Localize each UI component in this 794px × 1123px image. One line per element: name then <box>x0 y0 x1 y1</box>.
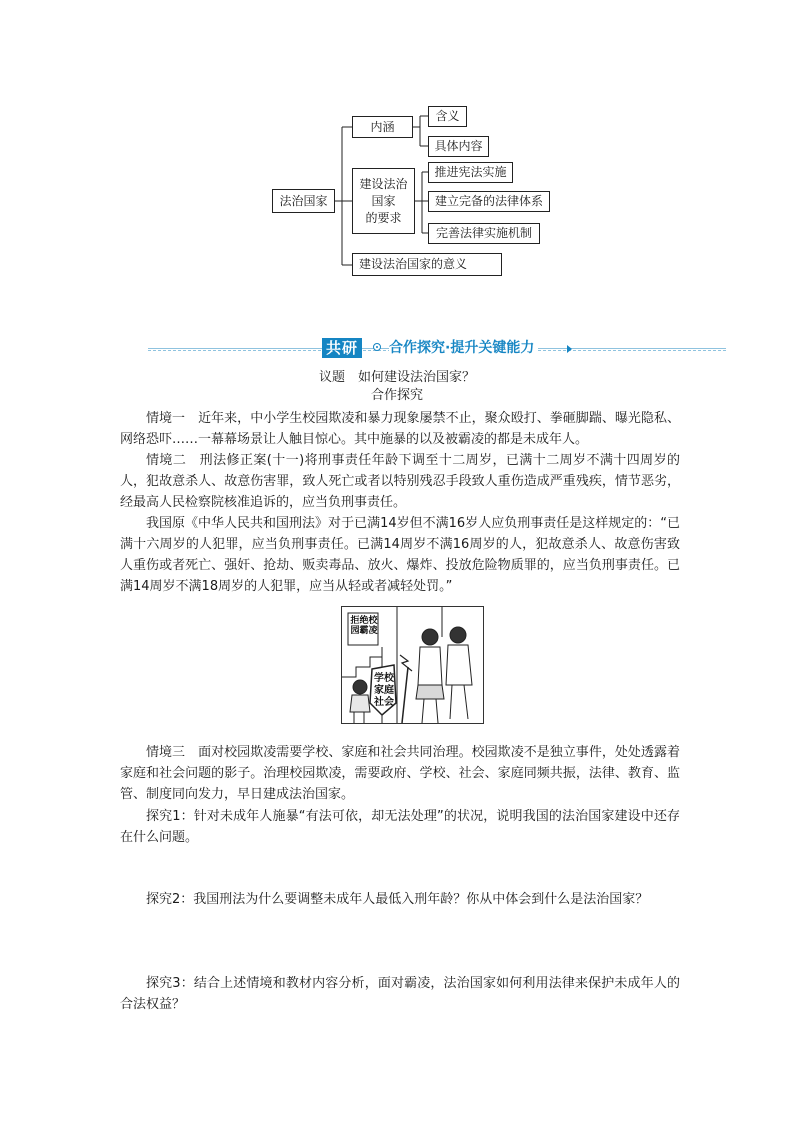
anti-bullying-illustration <box>341 606 484 724</box>
question-1: 探究1：针对未成年人施暴“有法可依，却无法处理”的状况，说明我国的法治国家建设中还存在什么问题。 <box>120 809 680 845</box>
law-excerpt: 我国原《中华人民共和国刑法》对于已满14岁但不满16岁人应负刑事责任是这样规定的：“已满十六周岁的人犯罪，应当负刑事责任。已满14周岁不满16周岁的人，犯故意杀人、故意伤害致人重伤或者死亡、强奸、抢劫、贩卖毒品、放火、爆炸、投放危险物质罪的，应当负刑事责任。已满14周岁不满18周岁的人犯罪，应当从轻或者减轻处罚。” <box>120 516 680 594</box>
mindmap-node-enforcement: 完善法律实施机制 <box>428 223 540 244</box>
mindmap-branch-meaning: 内涵 <box>352 116 413 138</box>
mindmap-root: 法治国家 <box>272 189 335 213</box>
scenario-3: 情境三 面对校园欺凌需要学校、家庭和社会共同治理。校园欺凌不是独立事件，处处透露着家庭和社会问题的影子。治理校园欺凌，需要政府、学校、社会、家庭同频共振，法律、教育、监管、制度同向发力，早日建成法治国家。 <box>120 745 680 802</box>
banner-title: 合作探究·提升关键能力 <box>389 338 538 358</box>
mindmap-node-definition: 含义 <box>428 106 467 127</box>
illustration-sign-text: 拒绝校园霸凌 <box>350 616 378 636</box>
question-2: 探究2：我国刑法为什么要调整未成年人最低入刑年龄？你从中体会到什么是法治国家？ <box>146 892 649 907</box>
illustration-shield-label <box>373 673 395 709</box>
shield-word-society: 社会 <box>374 697 394 708</box>
shield-word-school: 学校 <box>374 673 394 684</box>
scenario-1: 情境一 近年来，中小学生校园欺凌和暴力现象屡禁不止，聚众殴打、拳砸脚踹、曝光隐私、网络恐吓……一幕幕场景让人触目惊心。其中施暴的以及被霸凌的都是未成年人。 <box>120 411 680 447</box>
mindmap-node-constitution: 推进宪法实施 <box>428 162 513 183</box>
mindmap-node-content: 具体内容 <box>428 136 489 157</box>
mindmap-branch-requirements-line2: 国家 <box>371 193 396 208</box>
mindmap-branch-requirements-line1: 建设法治 <box>359 176 408 191</box>
mindmap-branch-requirements <box>352 168 415 234</box>
topic-title: 议题 如何建设法治国家？ <box>318 370 475 385</box>
question-3: 探究3：结合上述情境和教材内容分析，面对霸凌，法治国家如何利用法律来保护未成年人的合法权益？ <box>120 976 680 1012</box>
triangle-marker-icon <box>567 345 572 353</box>
mindmap-branch-significance: 建设法治国家的意义 <box>352 253 502 276</box>
section-subtitle: 合作探究 <box>370 388 423 403</box>
bullet-dot-icon <box>373 343 381 351</box>
mindmap-branch-requirements-line3: 的要求 <box>365 210 402 225</box>
mindmap-node-legal-system: 建立完备的法律体系 <box>428 191 550 212</box>
shield-word-family: 家庭 <box>374 685 394 696</box>
scenario-2: 情境二 刑法修正案(十一)将刑事责任年龄下调至十二周岁，已满十二周岁不满十四周岁的人，犯故意杀人、故意伤害罪，致人死亡或者以特别残忍手段致人重伤造成严重残疾，情节恶劣，经最高人民检察院核准追诉的，应当负刑事责任。 <box>120 453 680 510</box>
banner-tag: 共研 <box>322 338 362 358</box>
